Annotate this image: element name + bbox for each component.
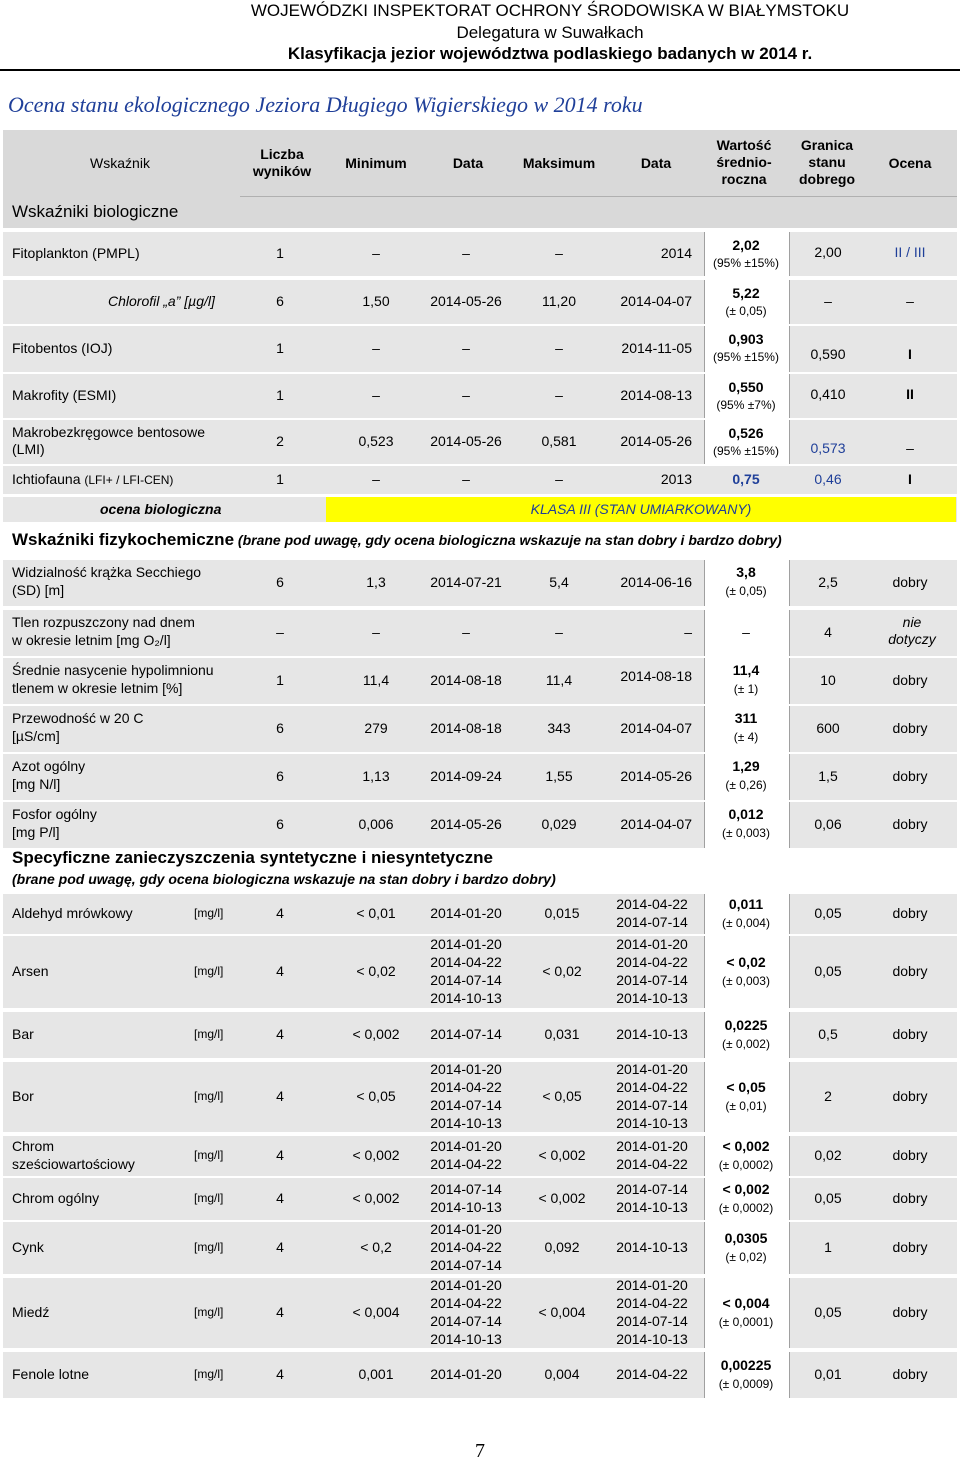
fiz-label-line1: Azot ogólny: [12, 758, 86, 774]
spec-max: 0,015: [544, 905, 580, 921]
spec-unc: (± 0,01): [725, 1099, 767, 1113]
spec-val: < 0,02: [726, 954, 766, 970]
fiz-val: 0,012: [728, 806, 764, 822]
fiz-d1: 2014-08-18: [430, 672, 502, 688]
bio-max: 11,20: [542, 293, 576, 309]
fiz-d2: 2014-04-07: [620, 720, 692, 736]
spec-unc: (± 0,0009): [718, 1377, 774, 1391]
fiz-val: –: [742, 624, 750, 640]
spec-d1: 2014-01-20: [430, 1138, 502, 1154]
bio-min: –: [372, 245, 380, 261]
spec-granica: 2: [824, 1088, 832, 1104]
spec-d1: 2014-07-14: [430, 1097, 502, 1113]
spec-d1: 2014-07-14: [430, 972, 502, 988]
fiz-granica: 1,5: [818, 768, 838, 784]
bio-name: Makrobezkręgowce bentosowe (LMI): [12, 424, 205, 457]
bio-name: Ichtiofauna (LFI+ / LFI-CEN): [12, 471, 174, 487]
spec-granica: 0,01: [814, 1366, 842, 1382]
spec-unc: (± 0,003): [722, 974, 770, 988]
bio-ocena: –: [906, 293, 914, 309]
spec-d1: 2014-01-20: [430, 936, 502, 952]
fiz-d2: –: [684, 624, 692, 640]
bio-d2: 2014: [660, 245, 692, 261]
fiz-d2: 2014-08-18: [620, 668, 692, 684]
bio-unc: (95% ±15%): [713, 256, 779, 270]
bio-ocena: II: [906, 386, 914, 402]
spec-max: 0,092: [544, 1239, 580, 1255]
spec-name: Chrom: [12, 1138, 55, 1154]
fiz-max: 5,4: [549, 574, 569, 590]
fiz-max: –: [555, 624, 563, 640]
spec-d1: 2014-01-20: [430, 1221, 502, 1237]
spec-d2: 2014-07-14: [616, 972, 688, 988]
spec-d2: 2014-04-22: [616, 1079, 688, 1095]
spec-d1: 2014-07-14: [430, 1313, 502, 1329]
spec-d2: 2014-10-13: [616, 1239, 688, 1255]
spec-unit: [mg/l]: [194, 906, 224, 920]
fiz-ocena: dobry: [892, 768, 928, 784]
bio-name: Fitobentos (IOJ): [12, 340, 113, 356]
spec-unit: [mg/l]: [194, 1191, 224, 1205]
spec-min: < 0,004: [352, 1304, 400, 1320]
fiz-granica: 0,06: [814, 816, 842, 832]
spec-name: Bar: [12, 1026, 34, 1042]
spec-granica: 0,05: [814, 905, 842, 921]
fiz-max: 343: [547, 720, 571, 736]
spec-val: 0,0305: [724, 1230, 768, 1246]
bio-granica: 0,590: [810, 346, 846, 362]
fiz-granica: 2,5: [818, 574, 838, 590]
bio-max: –: [555, 471, 563, 487]
spec-name: Cynk: [12, 1239, 44, 1255]
spec-n: 4: [276, 1088, 284, 1104]
spec-max: < 0,05: [542, 1088, 582, 1104]
bio-d2: 2014-04-07: [620, 293, 692, 309]
fiz-n: 1: [276, 672, 284, 688]
fiz-n: 6: [276, 816, 284, 832]
bio-min: –: [372, 471, 380, 487]
spec-name: Arsen: [12, 963, 49, 979]
spec-min: 0,001: [358, 1366, 394, 1382]
fiz-val: 1,29: [732, 758, 760, 774]
spec-ocena: dobry: [892, 1190, 928, 1206]
spec-unc: (± 0,004): [722, 916, 770, 930]
fiz-d2: 2014-04-07: [620, 816, 692, 832]
spec-ocena: dobry: [892, 1026, 928, 1042]
bio-val: 0,526: [728, 425, 764, 441]
spec-d2: 2014-04-22: [616, 1295, 688, 1311]
spec-unit: [mg/l]: [194, 1240, 224, 1254]
spec-ocena: dobry: [892, 1366, 928, 1382]
ocena-bio-label: ocena biologiczna: [100, 501, 222, 517]
spec-name: Fenole lotne: [12, 1366, 90, 1382]
spec-n: 4: [276, 1304, 284, 1320]
fiz-label-line2: [mg N/l]: [12, 776, 61, 792]
spec-unit: [mg/l]: [194, 1089, 224, 1103]
fiz-max: 0,029: [541, 816, 577, 832]
fiz-ocena: dobry: [892, 672, 928, 688]
bio-unc: (95% ±15%): [713, 444, 779, 458]
bio-min: –: [372, 340, 380, 356]
bio-ocena: I: [908, 471, 912, 487]
spec-granica: 0,5: [818, 1026, 838, 1042]
spec-granica: 1: [824, 1239, 832, 1255]
spec-ocena: dobry: [892, 1239, 928, 1255]
spec-d2: 2014-01-20: [616, 936, 688, 952]
spec-d2: 2014-04-22: [616, 954, 688, 970]
spec-d2: 2014-10-13: [616, 990, 688, 1006]
fiz-val: 11,4: [732, 662, 760, 678]
bio-max: –: [555, 340, 563, 356]
spec-min: < 0,002: [352, 1190, 400, 1206]
spec-unit: [mg/l]: [194, 964, 224, 978]
spec-d1: 2014-10-13: [430, 1331, 502, 1347]
spec-d2: 2014-01-20: [616, 1138, 688, 1154]
col-data2: Data: [640, 155, 672, 171]
bio-d1: 2014-05-26: [430, 293, 502, 309]
fiz-granica: 4: [824, 624, 832, 640]
spec-n: 4: [276, 1190, 284, 1206]
spec-ocena: dobry: [892, 1088, 928, 1104]
spec-granica: 0,05: [814, 1190, 842, 1206]
spec-d2: 2014-01-20: [616, 1061, 688, 1077]
bio-granica: 0,573: [810, 440, 846, 456]
spec-d2: 2014-10-13: [616, 1331, 688, 1347]
bio-granica: 2,00: [814, 244, 842, 260]
col-liczba-label: Liczba wyników: [252, 146, 312, 179]
bio-val: 2,02: [732, 237, 760, 253]
col-wskaznik: Wskaźnik: [90, 155, 150, 171]
fiz-label-line1: Przewodność w 20 C: [12, 710, 144, 726]
fiz-unc: (± 4): [733, 730, 759, 744]
fiz-d1: 2014-05-26: [430, 816, 502, 832]
bio-min: 0,523: [358, 433, 394, 449]
bio-d1: –: [462, 340, 470, 356]
spec-name: Bor: [12, 1088, 34, 1104]
bio-n: 1: [276, 340, 284, 356]
spec-n: 4: [276, 1239, 284, 1255]
bio-granica: 0,410: [810, 386, 846, 402]
page-number: 7: [475, 1440, 485, 1462]
fiz-label-line1: Fosfor ogólny: [12, 806, 97, 822]
col-minimum: Minimum: [345, 155, 407, 171]
spec-d1: 2014-04-22: [430, 1079, 502, 1095]
spec-d2: 2014-04-22: [616, 1366, 688, 1382]
fiz-n: 6: [276, 720, 284, 736]
fiz-max: 11,4: [545, 672, 573, 688]
spec-d1: 2014-04-22: [430, 1239, 502, 1255]
section-heading-bio: Wskaźniki biologiczne: [12, 202, 179, 221]
col-wartosc-label: Wartość średnio-roczna: [716, 137, 772, 187]
fiz-ocena: dobry: [892, 574, 928, 590]
spec-d1: 2014-04-22: [430, 1156, 502, 1172]
fiz-unc: (± 1): [733, 682, 759, 696]
col-liczba: [240, 146, 324, 180]
bio-val: 0,75: [732, 471, 760, 487]
spec-d2: 2014-07-14: [616, 1181, 688, 1197]
fiz-n: 6: [276, 574, 284, 590]
spec-n: 4: [276, 963, 284, 979]
spec-ocena: dobry: [892, 905, 928, 921]
spec-val: 0,00225: [720, 1357, 772, 1373]
fiz-n: 6: [276, 768, 284, 784]
spec-max: 0,031: [544, 1026, 580, 1042]
spec-unc: (± 0,0002): [718, 1201, 774, 1215]
fiz-d1: –: [462, 624, 470, 640]
spec-d1: 2014-07-14: [430, 1181, 502, 1197]
bio-ocena: I: [908, 346, 912, 362]
fiz-min: 1,13: [362, 768, 390, 784]
fiz-label-line2: tlenem w okresie letnim [%]: [12, 680, 183, 696]
spec-val: < 0,002: [722, 1138, 770, 1154]
spec-name-line2: sześciowartościowy: [12, 1156, 135, 1172]
spec-name: Chrom ogólny: [12, 1190, 100, 1206]
spec-d1: 2014-04-22: [430, 1295, 502, 1311]
spec-d1: 2014-07-14: [430, 1026, 502, 1042]
fiz-label-line2: w okresie letnim [mg O₂/l]: [12, 632, 171, 648]
spec-d1: 2014-01-20: [430, 905, 502, 921]
bio-d2: 2014-11-05: [621, 340, 692, 356]
spec-d2: 2014-07-14: [616, 1313, 688, 1329]
spec-unc: (± 0,02): [725, 1250, 767, 1264]
spec-d1: 2014-10-13: [430, 1115, 502, 1131]
fiz-unc: (± 0,05): [725, 584, 767, 598]
bio-max: –: [555, 245, 563, 261]
fiz-val: 3,8: [736, 564, 756, 580]
spec-value-cell: [704, 1278, 790, 1348]
bio-name: Makrofity (ESMI): [12, 387, 117, 403]
spec-val: 0,011: [728, 896, 764, 912]
fiz-heading: Wskaźniki fizykochemiczne: [12, 530, 235, 549]
fiz-note: (brane pod uwagę, gdy ocena biologiczna wskazuje na stan dobry i bardzo dobry): [237, 532, 782, 548]
fiz-label-line1: Widzialność krążka Secchiego: [12, 564, 202, 580]
spec-val: < 0,002: [722, 1181, 770, 1197]
bio-max: –: [555, 387, 563, 403]
bio-d2: 2014-05-26: [620, 433, 692, 449]
spec-d1: 2014-01-20: [430, 1061, 502, 1077]
bio-d1: –: [462, 387, 470, 403]
spec-min: < 0,01: [356, 905, 396, 921]
fiz-label-line1: Tlen rozpuszczony nad dnem: [12, 614, 195, 630]
fiz-d1: 2014-08-18: [430, 720, 502, 736]
bio-d1: 2014-05-26: [430, 433, 502, 449]
bio-unc: (95% ±7%): [716, 398, 776, 412]
bio-unc: (± 0,05): [725, 304, 767, 318]
spec-unit: [mg/l]: [194, 1367, 224, 1381]
fiz-d2: 2014-06-16: [620, 574, 692, 590]
fiz-granica: 600: [816, 720, 840, 736]
bio-unc: (95% ±15%): [713, 350, 779, 364]
bio-name-small: (LFI+ / LFI-CEN): [84, 473, 174, 487]
ocena-bio-value: KLASA III (STAN UMIARKOWANY): [530, 501, 752, 517]
document-header: [140, 0, 960, 65]
bio-d1: –: [462, 245, 470, 261]
fiz-n: –: [276, 624, 284, 640]
bio-n: 6: [276, 293, 284, 309]
col-data1: Data: [452, 155, 484, 171]
spec-d2: 2014-01-20: [616, 1277, 688, 1293]
spec-d2: 2014-04-22: [616, 896, 688, 912]
spec-ocena: dobry: [892, 1147, 928, 1163]
spec-val: < 0,05: [726, 1079, 766, 1095]
bio-n: 1: [276, 245, 284, 261]
bio-n: 1: [276, 387, 284, 403]
spec-granica: 0,02: [814, 1147, 842, 1163]
spec-max: < 0,002: [538, 1190, 586, 1206]
bio-d2: 2013: [660, 471, 692, 487]
spec-d1: 2014-10-13: [430, 1199, 502, 1215]
spec-note: (brane pod uwagę, gdy ocena biologiczna wskazuje na stan dobry i bardzo dobry): [12, 871, 556, 887]
spec-n: 4: [276, 1026, 284, 1042]
fiz-ocena: nie dotyczy: [888, 614, 936, 647]
spec-n: 4: [276, 1366, 284, 1382]
spec-d2: 2014-07-14: [616, 1097, 688, 1113]
fiz-min: –: [372, 624, 380, 640]
fiz-min: 1,3: [366, 574, 386, 590]
spec-ocena: dobry: [892, 963, 928, 979]
spec-d2: 2014-04-22: [616, 1156, 688, 1172]
fiz-label-line2: (SD) [m]: [12, 582, 65, 598]
page-title: Ocena stanu ekologicznego Jeziora Długiego Wigierskiego w 2014 roku: [8, 92, 643, 117]
section-heading-fiz: [12, 531, 782, 549]
spec-d1: 2014-01-20: [430, 1366, 502, 1382]
spec-n: 4: [276, 1147, 284, 1163]
fiz-val: 311: [734, 710, 758, 726]
fiz-d2: 2014-05-26: [620, 768, 692, 784]
fiz-label-line2: [mg P/l]: [12, 824, 60, 840]
col-wartosc: [700, 137, 788, 188]
header-line3: Klasyfikacja jezior województwa podlaskiego badanych w 2014 r.: [287, 44, 813, 63]
spec-max: < 0,02: [542, 963, 582, 979]
bio-ocena: –: [906, 440, 914, 456]
bio-name: Fitoplankton (PMPL): [12, 245, 140, 261]
spec-d2: 2014-10-13: [616, 1026, 688, 1042]
spec-unit: [mg/l]: [194, 1148, 224, 1162]
bio-n: 2: [276, 433, 284, 449]
fiz-max: 1,55: [545, 768, 573, 784]
fiz-granica: 10: [820, 672, 836, 688]
col-granica: [790, 137, 864, 188]
fiz-min: 0,006: [358, 816, 394, 832]
bio-d1: –: [462, 471, 470, 487]
spec-granica: 0,05: [814, 1304, 842, 1320]
spec-unit: [mg/l]: [194, 1305, 224, 1319]
bio-d2: 2014-08-13: [620, 387, 692, 403]
spec-d1: 2014-01-20: [430, 1277, 502, 1293]
spec-max: 0,004: [544, 1366, 580, 1382]
bio-max: 0,581: [541, 433, 577, 449]
spec-min: < 0,05: [356, 1088, 396, 1104]
spec-value-cell: [704, 936, 790, 1008]
bio-n: 1: [276, 471, 284, 487]
section-heading-spec: Specyficzne zanieczyszczenia syntetyczne i niesyntetyczne: [12, 848, 493, 867]
spec-d2: 2014-10-13: [616, 1199, 688, 1215]
fiz-min: 11,4: [362, 672, 390, 688]
col-granica-label: Granica stanu dobrego: [799, 137, 855, 187]
spec-name: Miedź: [12, 1304, 50, 1320]
spec-unc: (± 0,0001): [718, 1315, 774, 1329]
spec-name: Aldehyd mrówkowy: [12, 905, 133, 921]
spec-min: < 0,002: [352, 1147, 400, 1163]
fiz-ocena: dobry: [892, 816, 928, 832]
bio-val: 0,550: [728, 379, 764, 395]
fiz-min: 279: [364, 720, 388, 736]
col-maksimum: Maksimum: [522, 155, 596, 171]
bio-val: 0,903: [728, 331, 764, 347]
spec-n: 4: [276, 905, 284, 921]
bio-ocena: II / III: [894, 244, 926, 260]
fiz-label-line2: [µS/cm]: [12, 728, 60, 744]
spec-min: < 0,2: [360, 1239, 392, 1255]
spec-d1: 2014-10-13: [430, 990, 502, 1006]
fiz-label-line1: Średnie nasycenie hypolimnionu: [12, 662, 214, 678]
bio-granica: –: [824, 293, 832, 309]
fiz-unc: (± 0,003): [722, 826, 770, 840]
spec-max: < 0,004: [538, 1304, 586, 1320]
header-line2: Delegatura w Suwałkach: [456, 23, 644, 42]
bio-granica: 0,46: [814, 471, 842, 487]
spec-d2: 2014-10-13: [616, 1115, 688, 1131]
bio-val: 5,22: [732, 285, 760, 301]
spec-d1: 2014-04-22: [430, 954, 502, 970]
spec-min: < 0,02: [356, 963, 396, 979]
header-rule: [0, 69, 960, 71]
bio-name: Chlorofil „a” [µg/l]: [108, 293, 215, 309]
spec-min: < 0,002: [352, 1026, 400, 1042]
spec-d2: 2014-07-14: [616, 914, 688, 930]
header-line1: WOJEWÓDZKI INSPEKTORAT OCHRONY ŚRODOWISKA W BIAŁYMSTOKU: [250, 1, 850, 20]
spec-ocena: dobry: [892, 1304, 928, 1320]
fiz-ocena: dobry: [892, 720, 928, 736]
spec-max: < 0,002: [538, 1147, 586, 1163]
spec-value-cell: [704, 1062, 790, 1132]
spec-unit: [mg/l]: [194, 1027, 224, 1041]
bio-min: 1,50: [362, 293, 390, 309]
spec-unc: (± 0,0002): [718, 1158, 774, 1172]
spec-val: < 0,004: [722, 1295, 770, 1311]
spec-d1: 2014-07-14: [430, 1257, 502, 1273]
fiz-unc: (± 0,26): [725, 778, 767, 792]
fiz-d1: 2014-09-24: [430, 768, 502, 784]
spec-val: 0,0225: [724, 1017, 768, 1033]
bio-min: –: [372, 387, 380, 403]
col-ocena: Ocena: [888, 155, 932, 171]
spec-unc: (± 0,002): [722, 1037, 770, 1051]
fiz-d1: 2014-07-21: [430, 574, 502, 590]
spec-granica: 0,05: [814, 963, 842, 979]
